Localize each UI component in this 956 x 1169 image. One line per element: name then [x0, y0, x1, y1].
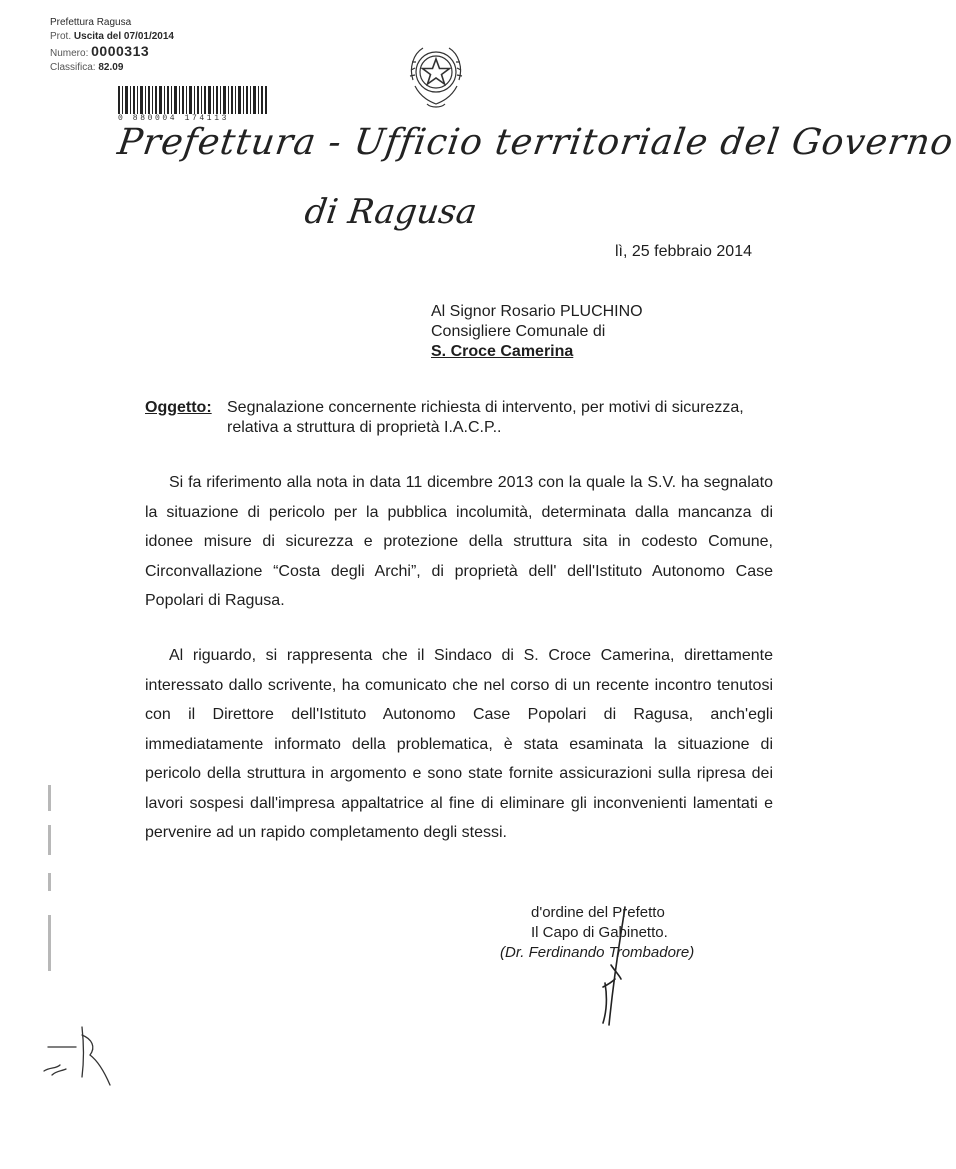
body-paragraph-1 [145, 468, 773, 616]
margin-print-marks [40, 785, 60, 985]
barcode-digits: 0 880004 174113 [118, 114, 230, 123]
subject-line-1: Segnalazione concernente richiesta di intervento, per motivi di sicurezza, [227, 399, 744, 416]
addressee-role: Consigliere Comunale di [431, 323, 606, 340]
stamp-prot-label: Prot. [50, 31, 72, 42]
addressee-city: S. Croce Camerina [431, 343, 574, 360]
stamp-prot-row [50, 30, 174, 44]
stamp-prot-value: Uscita del 07/01/2014 [73, 31, 174, 42]
stamp-classifica-value: 82.09 [98, 62, 124, 73]
stamp-numero-value: 0000313 [91, 43, 150, 59]
body-paragraph-2-text: Al riguardo, si rappresenta che il Sindaco di S. Croce Camerina, direttamente interessato dallo scrivente, ha comunicato che nel corso di un recente incontro tenutosi con il Direttore dell'Istituto Autonomo Case Popolari di Ragusa, anch'egli immediatamente informato della problematica, è stata esaminata la situazione di pericolo della struttura in argomento e sono state fornite assicurazioni sulla ripresa dei lavori sospesi dall'impresa appaltatrice al fine di eliminare gli inconvenienti lamentati e pervenire ad un rapido completamento degli stessi. [145, 647, 773, 841]
signature-line-title: Il Capo di Gabinetto. [531, 924, 668, 941]
addressee-block [431, 302, 643, 362]
signature-line-name: (Dr. Ferdinando Trombadore) [500, 944, 695, 961]
stamp-numero-row [50, 44, 174, 61]
subject-line-2: relativa a struttura di proprietà I.A.C.P.. [227, 419, 502, 436]
stamp-classifica-row [50, 61, 174, 75]
subject-block [145, 398, 785, 438]
stamp-office: Prefettura Ragusa [50, 17, 132, 28]
handwritten-signature [585, 905, 655, 1035]
subject-label: Oggetto: [145, 399, 212, 416]
italian-republic-emblem-icon [405, 40, 467, 112]
signature-line-order: d'ordine del Prefetto [531, 904, 665, 921]
barcode-icon [118, 86, 268, 114]
body-paragraph-1-text: Si fa riferimento alla nota in data 11 dicembre 2013 con la quale la S.V. ha segnalato la situazione di pericolo per la pubblica incolumità, determinata dalla mancanza di idonee misure di sicurezza e protezione della struttura sita in codesto Comune, Circonvallazione “Costa degli Archi”, di proprietà dell' dell'Istituto Autonomo Case Popolari di Ragusa. [145, 474, 773, 609]
stamp-numero-label: Numero: [50, 48, 89, 59]
stamp-classifica-label: Classifica: [50, 62, 96, 73]
protocol-stamp [50, 16, 174, 75]
office-header-city: di Ragusa [302, 192, 480, 232]
body-paragraph-2 [145, 641, 773, 848]
letter-date: lì, 25 febbraio 2014 [615, 243, 752, 260]
handwritten-initials [40, 1025, 130, 1105]
office-header-title: Prefettura - Ufficio territoriale del Governo [115, 122, 956, 163]
addressee-name: Al Signor Rosario PLUCHINO [431, 303, 643, 320]
